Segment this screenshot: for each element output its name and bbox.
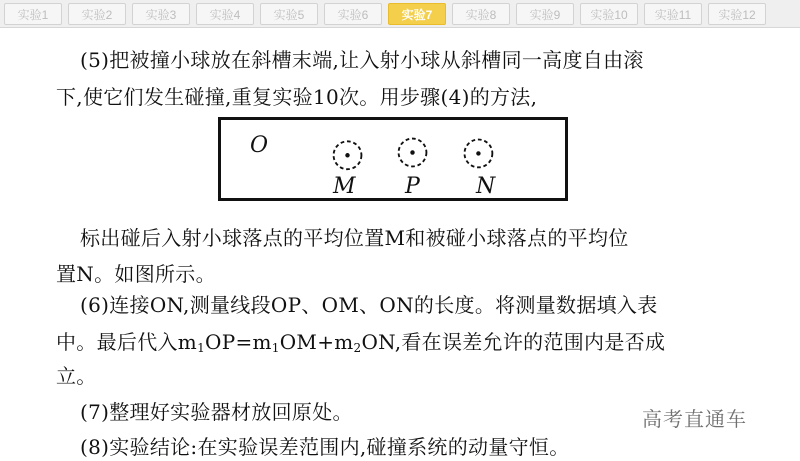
watermark-text: 高考直通车 — [642, 407, 747, 431]
n-label: N — [476, 174, 496, 199]
tab-experiment-2[interactable]: 实验2 — [68, 3, 126, 25]
subscript-2: 2 — [353, 341, 362, 355]
step-8-line: (8)实验结论:在实验误差范围内,碰撞系统的动量守恒。 — [80, 435, 570, 459]
tab-experiment-4[interactable]: 实验4 — [196, 3, 254, 25]
tab-experiment-5[interactable]: 实验5 — [260, 3, 318, 25]
landing-points-diagram — [218, 117, 568, 201]
origin-label: O — [250, 133, 269, 158]
landing-points-svg — [221, 120, 565, 198]
m-label: M — [333, 174, 356, 199]
mark-points-line-1: 标出碰后入射小球落点的平均位置M和被碰小球落点的平均位 — [80, 226, 629, 250]
tab-experiment-12[interactable]: 实验12 — [708, 3, 766, 25]
subscript-1-b: 1 — [271, 341, 280, 355]
tab-experiment-11[interactable]: 实验11 — [644, 3, 702, 25]
tab-experiment-1[interactable]: 实验1 — [4, 3, 62, 25]
subscript-1-a: 1 — [197, 341, 206, 355]
p-label: P — [405, 174, 420, 199]
step-5-line-1: (5)把被撞小球放在斜槽末端,让入射小球从斜槽同一高度自由滚 — [80, 48, 644, 72]
tab-experiment-7[interactable]: 实验7 — [388, 3, 446, 25]
m-point-dot — [345, 153, 349, 157]
step-6-line-1: (6)连接ON,测量线段OP、OM、ON的长度。将测量数据填入表 — [80, 293, 658, 317]
formula-text-part-1: 中。最后代入m — [56, 330, 198, 354]
tab-experiment-10[interactable]: 实验10 — [580, 3, 638, 25]
step-5-line-2: 下,使它们发生碰撞,重复实验10次。用步骤(4)的方法, — [56, 85, 538, 109]
formula-text-part-4: ON,看在误差允许的范围内是否成 — [361, 330, 666, 354]
tab-experiment-6[interactable]: 实验6 — [324, 3, 382, 25]
tab-experiment-3[interactable]: 实验3 — [132, 3, 190, 25]
experiment-tab-bar — [0, 0, 800, 28]
formula-text-part-2: OP=m — [205, 330, 272, 354]
tab-experiment-9[interactable]: 实验9 — [516, 3, 574, 25]
n-point-dot — [476, 151, 480, 155]
mark-points-line-2: 置N。如图所示。 — [56, 262, 216, 286]
step-7-line: (7)整理好实验器材放回原处。 — [80, 400, 353, 424]
tab-experiment-8[interactable]: 实验8 — [452, 3, 510, 25]
step-6-line-3: 立。 — [56, 364, 97, 388]
p-point-dot — [410, 150, 414, 154]
step-6-line-2 — [56, 328, 665, 362]
formula-text-part-3: OM+m — [279, 330, 354, 354]
